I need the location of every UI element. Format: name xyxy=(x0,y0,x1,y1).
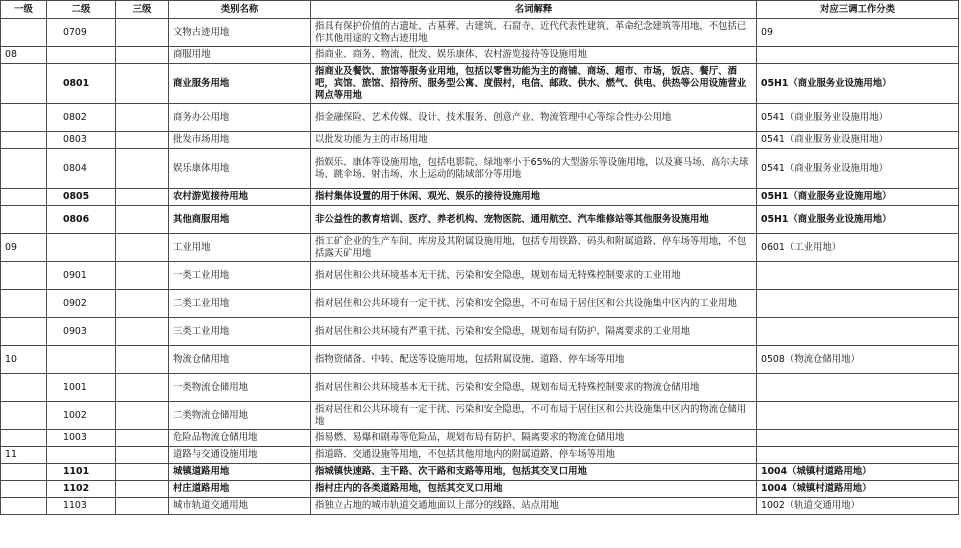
cell-level3-code xyxy=(116,189,169,206)
cell-definition: 指娱乐、康体等设施用地，包括电影院、绿地率小于65%的大型游乐等设施用地，以及赛马场、高尔夫球场、跳伞场、射击场、水上运动的陆域部分等用地 xyxy=(311,149,757,189)
cell-level3-code xyxy=(116,104,169,132)
cell-level1-code xyxy=(1,262,47,290)
table-row xyxy=(1,290,959,318)
cell-definition: 指物资储备、中转、配送等设施用地，包括附属设施、道路、停车场等用地 xyxy=(311,346,757,374)
table-row xyxy=(1,447,959,464)
cell-survey-mapping: 1004（城镇村道路用地） xyxy=(757,481,959,498)
cell-definition: 指工矿企业的生产车间、库房及其附属设施用地，包括专用铁路、码头和附属道路、停车场等用地，不包括露天矿用地 xyxy=(311,234,757,262)
cell-level1-code xyxy=(1,481,47,498)
cell-level3-code xyxy=(116,234,169,262)
table-row xyxy=(1,262,959,290)
cell-definition: 非公益性的教育培训、医疗、养老机构、宠物医院、通用航空、汽车维修站等其他服务设施用地 xyxy=(311,206,757,234)
cell-survey-mapping xyxy=(757,402,959,430)
cell-level3-code xyxy=(116,464,169,481)
cell-survey-mapping: 0541（商业服务业设施用地） xyxy=(757,149,959,189)
cell-level2-code: 0803 xyxy=(47,132,116,149)
cell-level2-code xyxy=(47,47,116,64)
cell-level3-code xyxy=(116,318,169,346)
table-row xyxy=(1,402,959,430)
table-row xyxy=(1,19,959,47)
table-row xyxy=(1,189,959,206)
table-row xyxy=(1,234,959,262)
cell-level1-code: 10 xyxy=(1,346,47,374)
header-definition: 名词解释 xyxy=(311,1,757,19)
table-row xyxy=(1,498,959,515)
cell-level3-code xyxy=(116,447,169,464)
cell-category-name: 城镇道路用地 xyxy=(169,464,311,481)
table-row xyxy=(1,346,959,374)
cell-category-name: 其他商服用地 xyxy=(169,206,311,234)
table-row xyxy=(1,64,959,104)
cell-category-name: 商业服务用地 xyxy=(169,64,311,104)
cell-level3-code xyxy=(116,47,169,64)
header-survey-mapping: 对应三调工作分类 xyxy=(757,1,959,19)
cell-definition: 指商业及餐饮、旅馆等服务业用地，包括以零售功能为主的商铺、商场、超市、市场，饭店、餐厅、酒吧，宾馆、旅馆、招待所、服务型公寓、度假村，电信、邮政、供水、燃气、供电、供热等公用设施营业网点等用地 xyxy=(311,64,757,104)
cell-category-name: 城市轨道交通用地 xyxy=(169,498,311,515)
cell-definition: 指道路、交通设施等用地，不包括其他用地内的附属道路、停车场等用地 xyxy=(311,447,757,464)
cell-category-name: 文物古迹用地 xyxy=(169,19,311,47)
cell-level2-code xyxy=(47,447,116,464)
table-row xyxy=(1,430,959,447)
cell-survey-mapping xyxy=(757,290,959,318)
cell-definition: 指对居住和公共环境有一定干扰、污染和安全隐患，不可布局于居住区和公共设施集中区内的物流仓储用地 xyxy=(311,402,757,430)
cell-level1-code xyxy=(1,498,47,515)
cell-survey-mapping xyxy=(757,374,959,402)
cell-level2-code: 0802 xyxy=(47,104,116,132)
cell-level3-code xyxy=(116,149,169,189)
cell-survey-mapping: 09 xyxy=(757,19,959,47)
cell-level2-code: 1101 xyxy=(47,464,116,481)
cell-level2-code: 1001 xyxy=(47,374,116,402)
cell-category-name: 道路与交通设施用地 xyxy=(169,447,311,464)
cell-level3-code xyxy=(116,132,169,149)
table-row xyxy=(1,206,959,234)
table-row xyxy=(1,149,959,189)
cell-category-name: 娱乐康体用地 xyxy=(169,149,311,189)
header-level2: 二级 xyxy=(47,1,116,19)
cell-definition: 指商业、商务、物流、批发、娱乐康体、农村游览接待等设施用地 xyxy=(311,47,757,64)
cell-level1-code xyxy=(1,132,47,149)
cell-level1-code xyxy=(1,374,47,402)
cell-definition: 指对居住和公共环境基本无干扰、污染和安全隐患，规划布局无特殊控制要求的工业用地 xyxy=(311,262,757,290)
cell-level2-code: 0709 xyxy=(47,19,116,47)
cell-level1-code: 11 xyxy=(1,447,47,464)
table-row xyxy=(1,318,959,346)
cell-definition: 指对居住和公共环境有一定干扰、污染和安全隐患，不可布局于居住区和公共设施集中区内的工业用地 xyxy=(311,290,757,318)
cell-definition: 指易燃、易爆和剧毒等危险品，规划布局有防护、隔离要求的物流仓储用地 xyxy=(311,430,757,447)
cell-level3-code xyxy=(116,19,169,47)
cell-level1-code xyxy=(1,189,47,206)
cell-level3-code xyxy=(116,64,169,104)
cell-level1-code xyxy=(1,318,47,346)
table-row xyxy=(1,481,959,498)
cell-level3-code xyxy=(116,374,169,402)
table-row xyxy=(1,374,959,402)
cell-level1-code xyxy=(1,104,47,132)
cell-level1-code: 09 xyxy=(1,234,47,262)
cell-definition: 指村庄内的各类道路用地，包括其交叉口用地 xyxy=(311,481,757,498)
cell-survey-mapping: 05H1（商业服务业设施用地） xyxy=(757,189,959,206)
cell-definition: 指村集体设置的用于休闲、观光、娱乐的接待设施用地 xyxy=(311,189,757,206)
cell-level1-code xyxy=(1,402,47,430)
table-row xyxy=(1,47,959,64)
cell-survey-mapping xyxy=(757,430,959,447)
cell-level2-code: 1103 xyxy=(47,498,116,515)
cell-survey-mapping xyxy=(757,262,959,290)
cell-level2-code: 1102 xyxy=(47,481,116,498)
header-category-name: 类别名称 xyxy=(169,1,311,19)
cell-category-name: 一类工业用地 xyxy=(169,262,311,290)
cell-survey-mapping xyxy=(757,47,959,64)
cell-category-name: 危险品物流仓储用地 xyxy=(169,430,311,447)
cell-survey-mapping: 05H1（商业服务业设施用地） xyxy=(757,64,959,104)
cell-level2-code xyxy=(47,346,116,374)
cell-survey-mapping: 0601（工业用地） xyxy=(757,234,959,262)
cell-level2-code: 0903 xyxy=(47,318,116,346)
cell-level1-code xyxy=(1,64,47,104)
cell-level2-code: 1003 xyxy=(47,430,116,447)
cell-survey-mapping xyxy=(757,447,959,464)
cell-level1-code xyxy=(1,19,47,47)
cell-definition: 指城镇快速路、主干路、次干路和支路等用地，包括其交叉口用地 xyxy=(311,464,757,481)
cell-level3-code xyxy=(116,402,169,430)
cell-category-name: 三类工业用地 xyxy=(169,318,311,346)
cell-level1-code xyxy=(1,149,47,189)
cell-category-name: 二类工业用地 xyxy=(169,290,311,318)
cell-level3-code xyxy=(116,430,169,447)
cell-survey-mapping: 0541（商业服务业设施用地） xyxy=(757,104,959,132)
cell-category-name: 一类物流仓储用地 xyxy=(169,374,311,402)
cell-level1-code xyxy=(1,464,47,481)
cell-level1-code xyxy=(1,430,47,447)
cell-level2-code: 0804 xyxy=(47,149,116,189)
cell-level2-code: 1002 xyxy=(47,402,116,430)
cell-definition: 指对居住和公共环境基本无干扰、污染和安全隐患，规划布局无特殊控制要求的物流仓储用地 xyxy=(311,374,757,402)
cell-definition: 指金融保险、艺术传媒、设计、技术服务、创意产业、物流管理中心等综合性办公用地 xyxy=(311,104,757,132)
cell-level1-code xyxy=(1,290,47,318)
table-row xyxy=(1,132,959,149)
cell-category-name: 商服用地 xyxy=(169,47,311,64)
cell-level3-code xyxy=(116,290,169,318)
cell-definition: 以批发功能为主的市场用地 xyxy=(311,132,757,149)
cell-category-name: 村庄道路用地 xyxy=(169,481,311,498)
cell-category-name: 农村游览接待用地 xyxy=(169,189,311,206)
cell-level1-code: 08 xyxy=(1,47,47,64)
cell-survey-mapping: 05H1（商业服务业设施用地） xyxy=(757,206,959,234)
table-row xyxy=(1,104,959,132)
cell-level3-code xyxy=(116,481,169,498)
cell-level2-code xyxy=(47,234,116,262)
cell-level2-code: 0901 xyxy=(47,262,116,290)
cell-survey-mapping: 1002（轨道交通用地） xyxy=(757,498,959,515)
cell-definition: 指对居住和公共环境有严重干扰、污染和安全隐患，规划布局有防护、隔离要求的工业用地 xyxy=(311,318,757,346)
cell-survey-mapping: 0541（商业服务业设施用地） xyxy=(757,132,959,149)
cell-category-name: 商务办公用地 xyxy=(169,104,311,132)
cell-level3-code xyxy=(116,346,169,374)
cell-level3-code xyxy=(116,262,169,290)
header-row xyxy=(1,1,959,19)
cell-survey-mapping: 1004（城镇村道路用地） xyxy=(757,464,959,481)
cell-level2-code: 0805 xyxy=(47,189,116,206)
cell-category-name: 工业用地 xyxy=(169,234,311,262)
cell-survey-mapping xyxy=(757,318,959,346)
cell-level2-code: 0902 xyxy=(47,290,116,318)
cell-level3-code xyxy=(116,206,169,234)
cell-category-name: 物流仓储用地 xyxy=(169,346,311,374)
cell-level3-code xyxy=(116,498,169,515)
cell-definition: 指具有保护价值的古遗址、古墓葬、古建筑、石窟寺、近代代表性建筑、革命纪念建筑等用地，不包括已作其他用途的文物古迹用地 xyxy=(311,19,757,47)
cell-survey-mapping: 0508（物流仓储用地） xyxy=(757,346,959,374)
cell-level1-code xyxy=(1,206,47,234)
cell-category-name: 二类物流仓储用地 xyxy=(169,402,311,430)
header-level1: 一级 xyxy=(1,1,47,19)
table-body xyxy=(1,19,959,515)
cell-category-name: 批发市场用地 xyxy=(169,132,311,149)
cell-level2-code: 0806 xyxy=(47,206,116,234)
cell-level2-code: 0801 xyxy=(47,64,116,104)
cell-definition: 指独立占地的城市轨道交通地面以上部分的线路、站点用地 xyxy=(311,498,757,515)
table-row xyxy=(1,464,959,481)
header-level3: 三级 xyxy=(116,1,169,19)
